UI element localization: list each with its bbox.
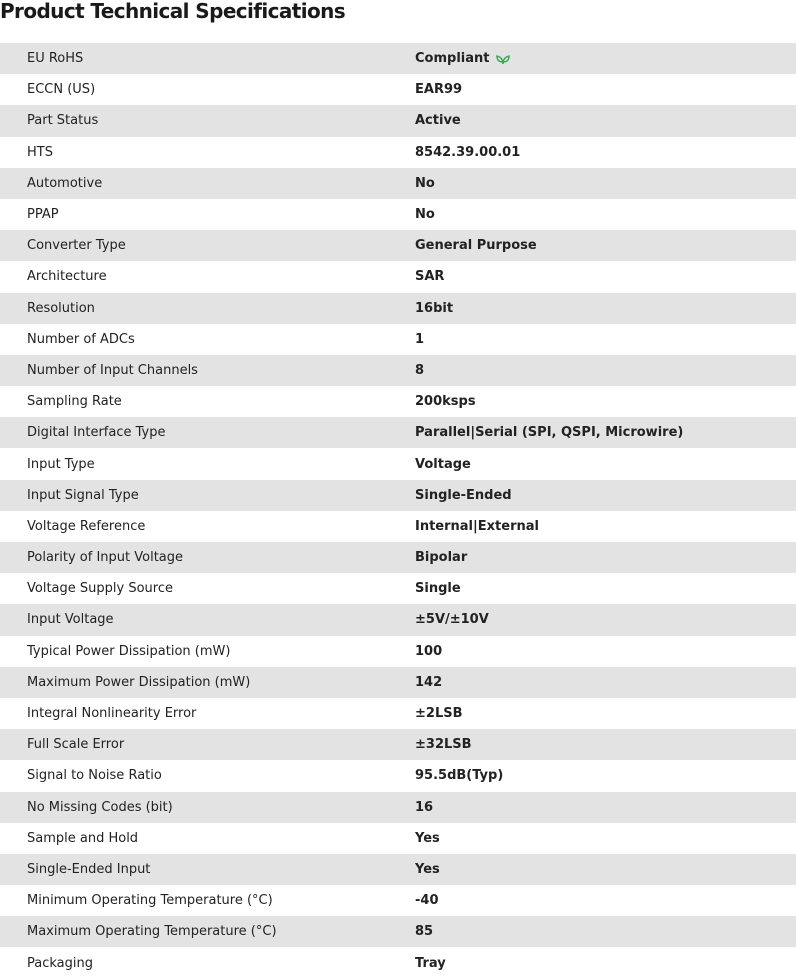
spec-value-text: ±32LSB bbox=[415, 737, 472, 753]
spec-label: Digital Interface Type bbox=[27, 425, 166, 441]
spec-value bbox=[415, 269, 796, 284]
spec-row bbox=[0, 261, 796, 292]
spec-value bbox=[415, 457, 796, 472]
spec-row bbox=[0, 511, 796, 542]
spec-row bbox=[0, 573, 796, 604]
spec-label: Integral Nonlinearity Error bbox=[27, 706, 197, 722]
spec-label: Sampling Rate bbox=[27, 394, 122, 410]
spec-value-text: Single bbox=[415, 581, 461, 597]
spec-value bbox=[415, 238, 796, 253]
spec-row bbox=[0, 448, 796, 479]
spec-value bbox=[415, 51, 796, 66]
spec-value-text: Tray bbox=[415, 955, 446, 971]
spec-value bbox=[415, 800, 796, 815]
spec-value bbox=[415, 332, 796, 347]
spec-value-text: General Purpose bbox=[415, 238, 537, 254]
spec-label: Typical Power Dissipation (mW) bbox=[27, 643, 231, 659]
spec-value-text: 8542.39.00.01 bbox=[415, 144, 521, 160]
spec-row bbox=[0, 168, 796, 199]
spec-row bbox=[0, 667, 796, 698]
spec-value-text: Single-Ended bbox=[415, 487, 512, 503]
spec-row bbox=[0, 355, 796, 386]
spec-label: Maximum Operating Temperature (°C) bbox=[27, 924, 277, 940]
spec-label: Input Signal Type bbox=[27, 487, 139, 503]
spec-row bbox=[0, 947, 796, 978]
spec-row bbox=[0, 105, 796, 136]
spec-label: Polarity of Input Voltage bbox=[27, 550, 184, 566]
spec-value-text: 142 bbox=[415, 674, 443, 690]
spec-value bbox=[415, 862, 796, 877]
spec-label: Converter Type bbox=[27, 238, 126, 254]
spec-label: ECCN (US) bbox=[27, 82, 96, 98]
spec-label: Minimum Operating Temperature (°C) bbox=[27, 893, 273, 909]
spec-label: Full Scale Error bbox=[27, 737, 125, 753]
spec-value-text: 16bit bbox=[415, 300, 454, 316]
spec-label: Input Voltage bbox=[27, 612, 114, 628]
spec-row bbox=[0, 760, 796, 791]
spec-label: Maximum Power Dissipation (mW) bbox=[27, 674, 251, 690]
spec-row bbox=[0, 199, 796, 230]
spec-value-text: 95.5dB(Typ) bbox=[415, 768, 504, 784]
spec-row bbox=[0, 542, 796, 573]
spec-value bbox=[415, 612, 796, 627]
spec-label: Part Status bbox=[27, 113, 99, 129]
spec-row bbox=[0, 823, 796, 854]
spec-value bbox=[415, 301, 796, 316]
spec-value-text: No bbox=[415, 207, 435, 223]
leaf-icon bbox=[496, 53, 510, 65]
spec-value-text: Parallel|Serial (SPI, QSPI, Microwire) bbox=[415, 425, 684, 441]
spec-row bbox=[0, 698, 796, 729]
spec-value-text: Yes bbox=[415, 830, 440, 846]
spec-row bbox=[0, 43, 796, 74]
spec-value-text: 100 bbox=[415, 643, 443, 659]
spec-value bbox=[415, 831, 796, 846]
spec-row bbox=[0, 324, 796, 355]
spec-value bbox=[415, 488, 796, 503]
spec-value-text: ±2LSB bbox=[415, 706, 463, 722]
spec-label: Automotive bbox=[27, 175, 103, 191]
spec-label: Resolution bbox=[27, 300, 95, 316]
spec-label: Sample and Hold bbox=[27, 830, 139, 846]
spec-row bbox=[0, 854, 796, 885]
spec-label: Number of Input Channels bbox=[27, 362, 198, 378]
spec-label: Packaging bbox=[27, 955, 93, 971]
spec-value bbox=[415, 145, 796, 160]
spec-value-text: Yes bbox=[415, 861, 440, 877]
spec-value bbox=[415, 519, 796, 534]
spec-label: PPAP bbox=[27, 207, 59, 223]
page-title: Product Technical Specifications bbox=[0, 0, 346, 23]
spec-label: Architecture bbox=[27, 269, 107, 285]
spec-value-text: 85 bbox=[415, 924, 434, 940]
spec-value bbox=[415, 176, 796, 191]
spec-value bbox=[415, 737, 796, 752]
spec-row bbox=[0, 137, 796, 168]
spec-value-text: No bbox=[415, 175, 435, 191]
spec-label: EU RoHS bbox=[27, 51, 84, 67]
spec-value bbox=[415, 924, 796, 939]
spec-label: Voltage Reference bbox=[27, 518, 146, 534]
spec-value-text: EAR99 bbox=[415, 82, 463, 98]
spec-value bbox=[415, 893, 796, 908]
spec-value bbox=[415, 550, 796, 565]
spec-row bbox=[0, 293, 796, 324]
spec-row bbox=[0, 386, 796, 417]
spec-row bbox=[0, 480, 796, 511]
spec-value bbox=[415, 768, 796, 783]
spec-value-text: SAR bbox=[415, 269, 445, 285]
spec-row bbox=[0, 916, 796, 947]
spec-value bbox=[415, 644, 796, 659]
spec-row bbox=[0, 885, 796, 916]
spec-value-text: 16 bbox=[415, 799, 434, 815]
spec-value-text: 1 bbox=[415, 331, 425, 347]
spec-value bbox=[415, 581, 796, 596]
spec-value bbox=[415, 706, 796, 721]
spec-label: Single-Ended Input bbox=[27, 861, 151, 877]
spec-value bbox=[415, 675, 796, 690]
spec-row bbox=[0, 604, 796, 635]
spec-row bbox=[0, 636, 796, 667]
spec-value bbox=[415, 82, 796, 97]
spec-value-text: -40 bbox=[415, 893, 439, 909]
specs-table bbox=[0, 43, 796, 979]
spec-value bbox=[415, 207, 796, 222]
spec-value bbox=[415, 425, 796, 440]
spec-row bbox=[0, 74, 796, 105]
spec-row bbox=[0, 729, 796, 760]
spec-value-text: Bipolar bbox=[415, 550, 468, 566]
spec-value-text: Active bbox=[415, 113, 461, 129]
spec-value bbox=[415, 394, 796, 409]
spec-value-text: Voltage bbox=[415, 456, 471, 472]
spec-row bbox=[0, 417, 796, 448]
spec-row bbox=[0, 230, 796, 261]
spec-label: Input Type bbox=[27, 456, 95, 472]
spec-label: Number of ADCs bbox=[27, 331, 135, 347]
spec-value-text: Internal|External bbox=[415, 518, 539, 534]
spec-label: HTS bbox=[27, 144, 53, 160]
spec-label: No Missing Codes (bit) bbox=[27, 799, 173, 815]
spec-value bbox=[415, 113, 796, 128]
spec-value-text: 200ksps bbox=[415, 394, 476, 410]
spec-label: Voltage Supply Source bbox=[27, 581, 173, 597]
spec-row bbox=[0, 792, 796, 823]
spec-value-text: 8 bbox=[415, 362, 425, 378]
spec-label: Signal to Noise Ratio bbox=[27, 768, 162, 784]
spec-value-text: Compliant bbox=[415, 51, 490, 67]
spec-value bbox=[415, 956, 796, 971]
spec-value-text: ±5V/±10V bbox=[415, 612, 489, 628]
spec-value bbox=[415, 363, 796, 378]
